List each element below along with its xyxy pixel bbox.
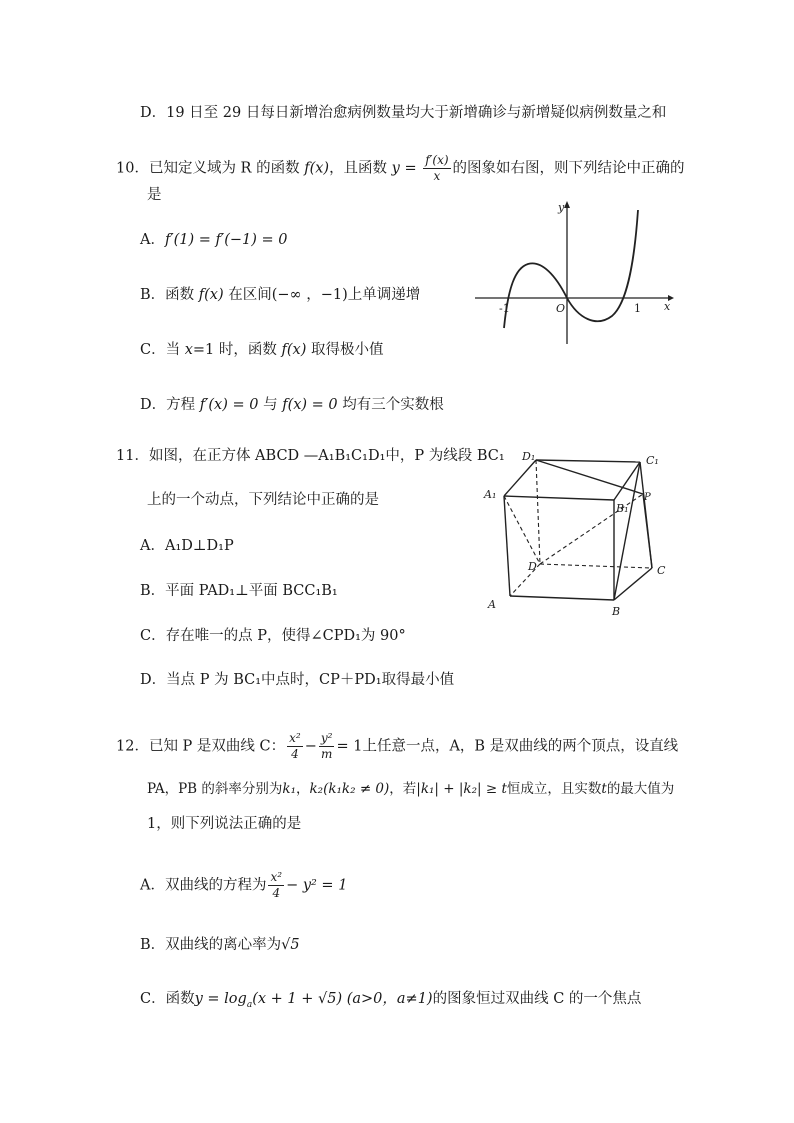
q12-option-a-pre: A．双曲线的方程为 bbox=[140, 877, 267, 894]
q12-option-a-den: 4 bbox=[272, 886, 281, 900]
segment-a1d-hidden bbox=[504, 496, 540, 564]
q10-fx: f(x) bbox=[304, 160, 330, 177]
q10-option-b-post: 在区间(−∞ ，−1)上单调递增 bbox=[223, 287, 421, 303]
q10-fraction bbox=[423, 153, 450, 184]
q12-line2-pre: PA，PB 的斜率分别为 bbox=[147, 781, 283, 797]
q12-frac1-den: 4 bbox=[291, 747, 299, 761]
q12-option-a-post: − y² = 1 bbox=[286, 877, 348, 894]
q10-option-d-pre: D．方程 bbox=[140, 397, 200, 413]
q10-option-c bbox=[140, 341, 383, 359]
x-label: x bbox=[664, 300, 671, 313]
q12-option-c-post: 的图象恒过双曲线 C 的一个焦点 bbox=[432, 991, 642, 1007]
q12-line2-mid2: ，若 bbox=[389, 781, 417, 797]
q10-option-b-pre: B．函数 bbox=[140, 287, 199, 303]
q12-line2 bbox=[147, 780, 674, 798]
segment-bc1 bbox=[614, 462, 640, 600]
label-d1: D₁ bbox=[522, 450, 536, 463]
q12-line2-end: 的最大值为 bbox=[606, 781, 675, 797]
q12-option-c-cond: (a>0，a≠1) bbox=[342, 991, 433, 1007]
q12-k2: k₂(k₁k₂ ≠ 0) bbox=[309, 781, 390, 797]
label-d: D bbox=[528, 560, 537, 573]
q12-option-c-base: a bbox=[246, 999, 253, 1010]
q12-option-c-math: y = log bbox=[194, 991, 247, 1007]
tick-1: 1 bbox=[634, 302, 641, 315]
q10-stem bbox=[116, 153, 685, 184]
q12-line3: 1，则下列说法正确的是 bbox=[147, 816, 302, 832]
curve bbox=[504, 210, 638, 328]
q12-line2-mid: ， bbox=[295, 781, 310, 797]
q12-frac1 bbox=[287, 731, 303, 762]
q12-frac2 bbox=[319, 731, 335, 762]
q11-stem-line1: 11．如图，在正方体 ABCD —A₁B₁C₁D₁中，P 为线段 BC₁ bbox=[116, 448, 505, 464]
edge-a1d1 bbox=[504, 460, 536, 496]
label-p: P bbox=[644, 492, 651, 503]
q10-option-a bbox=[140, 231, 288, 249]
q12-option-c-pre: C．函数 bbox=[140, 991, 195, 1007]
q12-k1: k₁ bbox=[282, 781, 296, 797]
q11-cube-figure bbox=[480, 448, 680, 620]
label-a: A bbox=[488, 598, 496, 611]
q10-option-b bbox=[140, 286, 420, 304]
q10-option-c-fx: f(x) bbox=[281, 342, 307, 358]
q12-line2-post: 恒成立，且实数 bbox=[506, 781, 602, 797]
q11-option-a: A．A₁D⊥D₁P bbox=[140, 538, 234, 554]
q10-option-d-m1: f′(x) = 0 bbox=[199, 397, 259, 413]
origin-label: O bbox=[556, 302, 566, 315]
q10-option-d bbox=[140, 396, 444, 414]
q12-stem-pre: 12．已知 P 是双曲线 C： bbox=[116, 738, 286, 755]
q10-option-c-post: 取得极小值 bbox=[306, 342, 384, 358]
tick-neg1: -1 bbox=[499, 302, 510, 315]
q12-option-b-math: √5 bbox=[281, 937, 300, 953]
q12-minus: − bbox=[304, 738, 317, 755]
q10-option-d-post: 均有三个实数根 bbox=[337, 397, 444, 413]
q9-option-d: D．19 日至 29 日每日新增治愈病例数量均大于新增确诊与新增疑似病例数量之和 bbox=[140, 105, 667, 121]
q12-option-a-num: x² bbox=[270, 870, 283, 884]
q10-frac-den: x bbox=[433, 169, 441, 183]
q12-t: t bbox=[601, 781, 607, 797]
q10-stem-post: 的图象如右图，则下列结论中正确的 bbox=[452, 160, 685, 177]
q10-frac-num: f′(x) bbox=[425, 153, 449, 167]
y-axis-arrow bbox=[564, 201, 570, 208]
q12-option-b-pre: B．双曲线的离心率为 bbox=[140, 937, 282, 953]
q11-option-b: B．平面 PAD₁⊥平面 BCC₁B₁ bbox=[140, 583, 338, 599]
q10-option-c-pre: C．当 bbox=[140, 342, 185, 358]
edge-d1d-hidden bbox=[536, 460, 540, 564]
edge-a1b1 bbox=[504, 496, 614, 500]
q10-option-c-mid: =1 时，函数 bbox=[192, 342, 282, 358]
q12-frac2-den: m bbox=[320, 747, 333, 761]
q10-y-eq: y = bbox=[391, 160, 417, 177]
edge-dc-hidden bbox=[540, 564, 652, 568]
q12-option-c-arg: (x + 1 + √5) bbox=[252, 991, 343, 1007]
q12-frac2-num: y² bbox=[320, 731, 333, 745]
q10-option-d-m2: f(x) = 0 bbox=[282, 397, 338, 413]
q10-option-a-math: f′(1) = f′(−1) = 0 bbox=[164, 232, 288, 248]
edge-a1a bbox=[504, 496, 510, 596]
edge-ab bbox=[510, 596, 614, 600]
q10-stem-mid: ，且函数 bbox=[329, 160, 392, 177]
q11-stem-line2: 上的一个动点，下列结论中正确的是 bbox=[147, 492, 379, 508]
q12-option-a-frac bbox=[268, 870, 284, 901]
q12-option-b bbox=[140, 936, 300, 954]
label-b: B bbox=[612, 605, 621, 618]
label-c: C bbox=[657, 564, 666, 577]
segment-pc bbox=[643, 494, 652, 568]
q12-stem bbox=[116, 731, 678, 762]
q10-option-d-mid: 与 bbox=[258, 397, 283, 413]
edge-d1c1 bbox=[536, 460, 640, 462]
label-b1: B₁ bbox=[616, 502, 629, 515]
label-c1: C₁ bbox=[646, 454, 659, 467]
q10-stem-text: 10．已知定义域为 R 的函数 bbox=[116, 160, 305, 177]
q10-option-a-label: A． bbox=[140, 232, 165, 248]
q12-frac1-num: x² bbox=[289, 731, 301, 745]
q12-option-c bbox=[140, 990, 641, 1014]
q10-option-c-x: x bbox=[184, 342, 193, 358]
q10-option-b-fx: f(x) bbox=[198, 287, 224, 303]
q11-option-d: D．当点 P 为 BC₁中点时，CP＋PD₁取得最小值 bbox=[140, 672, 455, 688]
y-label: y bbox=[558, 201, 565, 214]
q10-stem-line2: 是 bbox=[147, 187, 162, 203]
q12-option-a bbox=[140, 870, 347, 901]
q11-option-c: C．存在唯一的点 P，使得∠CPD₁为 90° bbox=[140, 628, 406, 644]
q12-inequality: |k₁| + |k₂| ≥ t bbox=[416, 781, 507, 797]
q10-function-graph bbox=[470, 198, 680, 348]
label-a1: A₁ bbox=[484, 488, 497, 501]
q12-eq: = 1 bbox=[336, 738, 363, 755]
segment-d1p bbox=[536, 460, 643, 494]
q12-stem-post: 上任意一点，A，B 是双曲线的两个顶点，设直线 bbox=[362, 738, 679, 755]
